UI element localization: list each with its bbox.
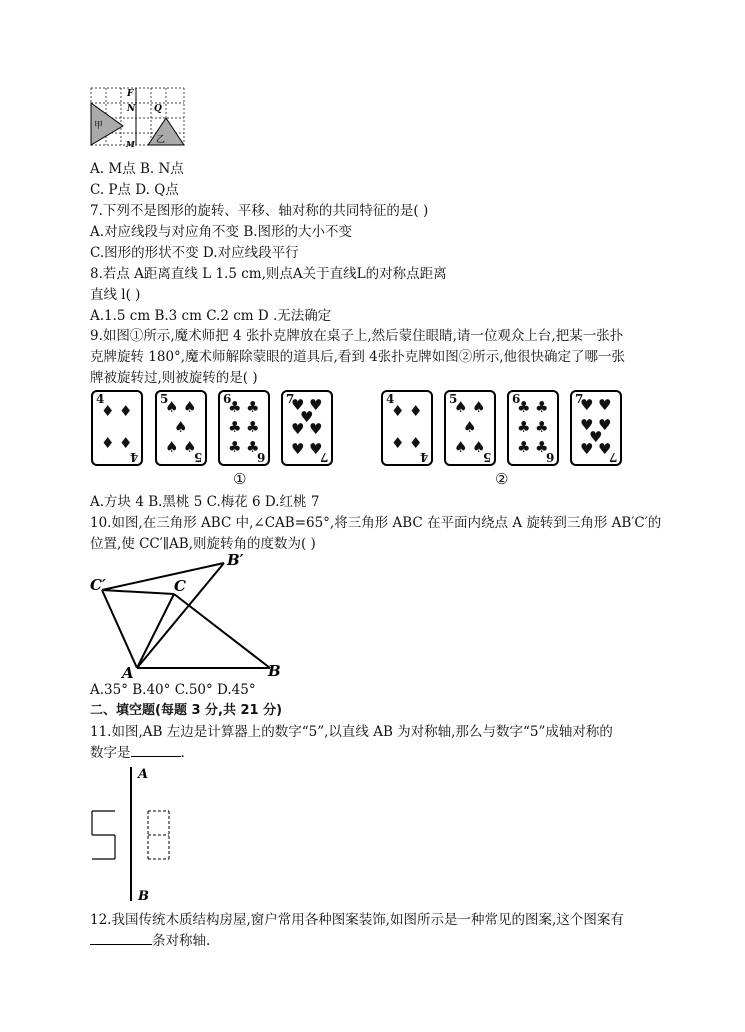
section-heading: 二、填空题(每题 3 分,共 21 分) <box>90 703 283 718</box>
question-9-line1: 9.如图①所示,魔术师把 4 张扑克牌放在桌子上,然后蒙住眼睛,请一位观众上台,把某一张扑 <box>90 328 624 344</box>
label-f: F <box>127 89 134 99</box>
dashed-digit-outline <box>148 811 169 859</box>
options-cd: C. P点 D. Q点 <box>90 182 179 198</box>
label-c: C <box>174 577 186 595</box>
axis-label-a: A <box>138 767 149 782</box>
card-1-diamond-4: 4 ♦ ♦ ♦ ♦ 4 <box>91 390 143 466</box>
label-q: Q <box>154 104 162 114</box>
grid-figure <box>88 86 188 148</box>
shape-yi <box>148 118 184 145</box>
answer-blank-12[interactable] <box>90 944 152 945</box>
options-ab: A. M点 B. N点 <box>90 161 184 177</box>
label-b-prime: B′ <box>227 551 244 569</box>
question-11-line1: 11.如图,AB 左边是计算器上的数字“5”,以直线 AB 为对称轴,那么与数字“5”成轴对称的 <box>90 724 613 740</box>
question-10-line1: 10.如图,在三角形 ABC 中,∠CAB=65°,将三角形 ABC 在平面内绕点 A 旋转到三角形 AB′C′的 <box>90 515 662 531</box>
rotation-triangle-figure <box>88 550 298 682</box>
card-1-club-6: 6 ♣ ♣ ♣ ♣ ♣ ♣ 6 <box>218 390 270 466</box>
axis-label-b: B <box>138 889 149 904</box>
label-b: B <box>268 662 281 680</box>
question-7-options-cd: C.图形的形状不变 D.对应线段平行 <box>90 245 299 261</box>
figure-label-2: ② <box>495 470 509 488</box>
answer-blank-11[interactable] <box>131 756 181 757</box>
question-9-options: A.方块 4 B.黑桃 5 C.梅花 6 D.红桃 7 <box>90 494 320 510</box>
card-2-diamond-4: 4 ♦ ♦ ♦ ♦ 4 <box>381 390 433 466</box>
card-2-heart-7: 7 ♥ ♥ ♥ ♥ ♥ ♥ ♥ 7 <box>570 390 622 466</box>
question-7-options-ab: A.对应线段与对应角不变 B.图形的大小不变 <box>90 224 353 240</box>
axis-digit-figure <box>88 765 188 905</box>
label-c-prime: C′ <box>90 576 106 594</box>
label-n: N <box>127 104 136 114</box>
question-8: 8.若点 A距离直线 L 1.5 cm,则点A关于直线L的对称点距离 <box>90 266 447 282</box>
question-10-options: A.35° B.40° C.50° D.45° <box>90 682 256 698</box>
digit-five <box>92 811 115 859</box>
question-12-line1: 12.我国传统木质结构房屋,窗户常用各种图案装饰,如图所示是一种常见的图案,这个图案有 <box>90 912 624 928</box>
question-8-options: A.1.5 cm B.3 cm C.2 cm D .无法确定 <box>90 308 332 324</box>
question-11-line2: 数字是 . <box>90 745 185 761</box>
card-1-spade-5: 5 ♠ ♠ ♠ ♠ ♠ 5 <box>155 390 207 466</box>
question-9-line2: 克牌旋转 180°,魔术师解除蒙眼的道具后,看到 4张扑克牌如图②所示,他很快确定了哪一张 <box>90 349 626 365</box>
card-1-heart-7: 7 ♥ ♥ ♥ ♥ ♥ ♥ ♥ 7 <box>281 390 333 466</box>
question-12-line2: 条对称轴. <box>90 932 210 950</box>
card-2-spade-5: 5 ♠ ♠ ♠ ♠ ♠ 5 <box>444 390 496 466</box>
question-8-cont: 直线 l( ) <box>90 287 141 303</box>
label-a: A <box>122 664 134 682</box>
figure-label-1: ① <box>233 470 247 488</box>
card-2-club-6: 6 ♣ ♣ ♣ ♣ ♣ ♣ 6 <box>507 390 559 466</box>
question-7: 7.下列不是图形的旋转、平移、轴对称的共同特征的是( ) <box>90 203 429 219</box>
label-yi: 乙 <box>156 135 166 145</box>
label-jia: 甲 <box>94 121 104 131</box>
label-m: M <box>126 139 135 148</box>
question-9-line3: 牌被旋转过,则被旋转的是( ) <box>90 370 258 386</box>
question-10-line2: 位置,使 CC′∥AB,则旋转角的度数为( ) <box>90 536 316 552</box>
